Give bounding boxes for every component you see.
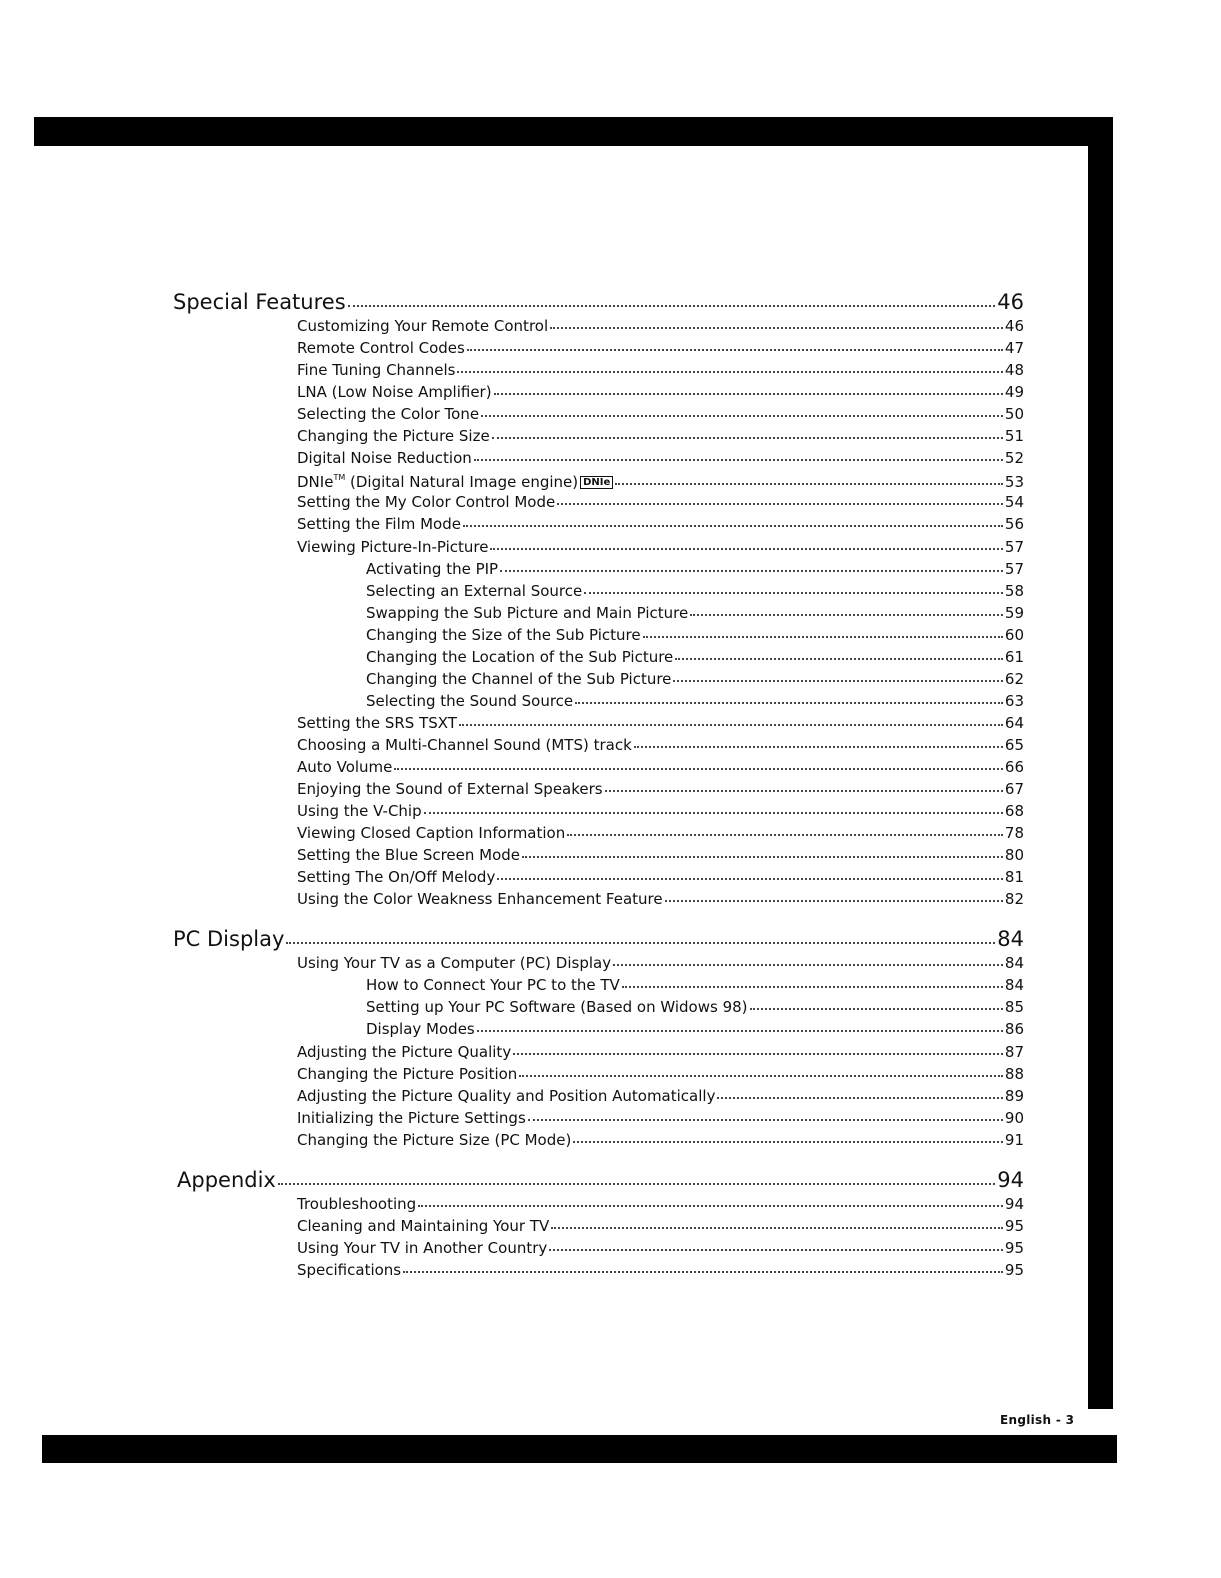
toc-page-number: 65 xyxy=(1004,735,1024,754)
toc-entry[interactable] xyxy=(297,777,1024,799)
toc-page-number: 46 xyxy=(1004,317,1024,335)
toc-label: Using the V-Chip xyxy=(297,802,422,821)
toc-entry[interactable] xyxy=(297,733,1024,755)
dot-leader xyxy=(550,312,1003,329)
dot-leader xyxy=(634,731,1003,748)
dot-leader xyxy=(278,1162,995,1185)
toc-label: Cleaning and Maintaining Your TV xyxy=(297,1216,550,1235)
toc-page-number: 51 xyxy=(1004,427,1024,446)
toc-section[interactable] xyxy=(173,286,1024,315)
dot-leader xyxy=(500,555,1003,572)
toc-label: Viewing Closed Caption Information xyxy=(297,824,566,843)
trademark-mark: TM xyxy=(333,473,346,483)
toc-entry[interactable] xyxy=(297,843,1024,865)
dot-leader xyxy=(474,444,1003,461)
page-footer: English - 3 xyxy=(1000,1413,1075,1427)
toc-entry[interactable] xyxy=(297,1214,1024,1236)
toc-page-number: 84 xyxy=(1004,976,1024,995)
toc-section[interactable] xyxy=(173,923,1024,952)
toc-label: Using Your TV in Another Country xyxy=(297,1238,548,1257)
dot-leader xyxy=(286,921,995,944)
toc-label: How to Connect Your PC to the TV xyxy=(366,976,620,995)
toc-entry[interactable] xyxy=(297,865,1024,887)
toc-entry[interactable] xyxy=(297,512,1024,534)
toc-page-number: 89 xyxy=(1004,1086,1024,1105)
toc-label: Enjoying the Sound of External Speakers xyxy=(297,780,603,799)
toc-entry[interactable] xyxy=(366,557,1024,579)
dot-leader xyxy=(717,1082,1002,1099)
dot-leader xyxy=(490,533,1002,550)
toc-label: Setting the My Color Control Mode xyxy=(297,493,556,512)
toc-page-number: 64 xyxy=(1004,713,1024,732)
toc-label: Changing the Picture Position xyxy=(297,1064,518,1083)
toc-page-number: 58 xyxy=(1004,581,1024,600)
toc-page-number: 94 xyxy=(997,1167,1024,1192)
toc-entry[interactable] xyxy=(297,1128,1024,1150)
toc-label: Setting The On/Off Melody xyxy=(297,868,496,887)
toc-label: Special Features xyxy=(173,290,346,314)
toc-label: Adjusting the Picture Quality and Position Automatically xyxy=(297,1086,716,1105)
dot-leader xyxy=(575,687,1003,704)
toc-label: Changing the Location of the Sub Picture xyxy=(366,647,674,666)
dot-leader xyxy=(497,863,1003,880)
dnie-logo-badge: DNIe xyxy=(580,476,613,489)
toc-page-number: 85 xyxy=(1004,998,1024,1017)
dot-leader xyxy=(457,356,1002,373)
toc-entry[interactable] xyxy=(366,689,1024,711)
toc-label: Specifications xyxy=(297,1260,402,1279)
toc-label: DNIe™ (Digital Natural Image engine) DNIe xyxy=(297,468,613,492)
toc-entry[interactable] xyxy=(297,1106,1024,1128)
toc-label: Using Your TV as a Computer (PC) Display xyxy=(297,954,612,973)
toc-label: Swapping the Sub Picture and Main Picture xyxy=(366,603,689,622)
toc-page-number: 47 xyxy=(1004,339,1024,358)
toc-label: Viewing Picture-In-Picture xyxy=(297,537,489,556)
toc-section[interactable] xyxy=(177,1164,1024,1193)
toc-label: Customizing Your Remote Control xyxy=(297,317,549,335)
dot-leader xyxy=(348,284,996,307)
toc-entry[interactable] xyxy=(366,973,1024,995)
dot-leader xyxy=(424,797,1003,814)
toc-page-number: 90 xyxy=(1004,1108,1024,1127)
dot-leader xyxy=(690,599,1003,616)
toc-page-number: 67 xyxy=(1004,780,1024,799)
dot-leader xyxy=(643,621,1003,638)
dot-leader xyxy=(750,993,1003,1010)
toc-page-number: 81 xyxy=(1004,868,1024,887)
toc-page-number: 95 xyxy=(1004,1260,1024,1279)
toc-label: Changing the Picture Size xyxy=(297,427,490,446)
toc-entry[interactable] xyxy=(297,1084,1024,1106)
toc-label: Changing the Size of the Sub Picture xyxy=(366,625,641,644)
dot-leader xyxy=(573,1126,1003,1143)
toc-label: Setting up Your PC Software (Based on Widows 98) xyxy=(366,998,748,1017)
toc-entry[interactable] xyxy=(297,1062,1024,1084)
toc-label: PC Display xyxy=(173,927,285,952)
dot-leader xyxy=(467,334,1003,351)
toc-entry[interactable] xyxy=(297,358,1024,380)
toc-page-number: 56 xyxy=(1004,515,1024,534)
toc-label: Initializing the Picture Settings xyxy=(297,1108,526,1127)
dot-leader xyxy=(494,378,1003,395)
toc-page-number: 54 xyxy=(1004,493,1024,512)
toc-page-number: 94 xyxy=(1004,1194,1024,1213)
toc-page-number: 57 xyxy=(1004,537,1024,556)
toc-page-number: 95 xyxy=(1004,1238,1024,1257)
toc-entry[interactable] xyxy=(297,424,1024,446)
toc-entry[interactable] xyxy=(297,1258,1024,1280)
toc-entry[interactable] xyxy=(366,601,1024,623)
toc-label: Selecting the Color Tone xyxy=(297,405,480,424)
toc-label: Setting the SRS TSXT xyxy=(297,713,457,732)
dot-leader xyxy=(615,468,1003,485)
dot-leader xyxy=(557,488,1003,505)
toc-entry[interactable] xyxy=(366,645,1024,667)
toc-entry[interactable] xyxy=(297,402,1024,424)
dot-leader xyxy=(477,1015,1003,1032)
toc-page-number: 46 xyxy=(997,290,1024,314)
toc-label: Digital Noise Reduction xyxy=(297,449,472,468)
dot-leader xyxy=(459,709,1003,726)
bottom-black-bar xyxy=(42,1435,1117,1463)
toc-page-number: 80 xyxy=(1004,846,1024,865)
dot-leader xyxy=(605,775,1003,792)
toc-entry[interactable] xyxy=(366,995,1024,1017)
dot-leader xyxy=(622,971,1003,988)
dot-leader xyxy=(675,643,1003,660)
toc-label: Fine Tuning Channels xyxy=(297,361,456,380)
dot-leader xyxy=(549,1234,1003,1251)
dot-leader xyxy=(673,665,1002,682)
dot-leader xyxy=(481,400,1003,417)
toc-page-number: 63 xyxy=(1004,691,1024,710)
toc-label: Troubleshooting xyxy=(297,1194,417,1213)
toc-label: Activating the PIP xyxy=(366,559,499,578)
toc-entry[interactable] xyxy=(297,755,1024,777)
toc-page-number: 86 xyxy=(1004,1020,1024,1039)
toc-page-number: 95 xyxy=(1004,1216,1024,1235)
dot-leader xyxy=(528,1104,1003,1121)
toc-entry[interactable] xyxy=(297,336,1024,358)
toc-page-number: 91 xyxy=(1004,1130,1024,1149)
toc-label: Setting the Blue Screen Mode xyxy=(297,846,521,865)
dot-leader xyxy=(403,1256,1003,1273)
toc-label: Appendix xyxy=(177,1167,276,1192)
toc-label: Selecting the Sound Source xyxy=(366,691,574,710)
toc-entry[interactable] xyxy=(297,314,1024,336)
toc-entry[interactable] xyxy=(366,579,1024,601)
toc-page-number: 61 xyxy=(1004,647,1024,666)
toc-entry[interactable] xyxy=(297,951,1024,973)
toc-entry[interactable] xyxy=(297,1236,1024,1258)
dot-leader xyxy=(551,1212,1003,1229)
toc-page-number: 88 xyxy=(1004,1064,1024,1083)
dot-leader xyxy=(394,753,1003,770)
toc-page-number: 68 xyxy=(1004,802,1024,821)
dot-leader xyxy=(519,1060,1003,1077)
toc-page-number: 52 xyxy=(1004,449,1024,468)
toc-page-number: 78 xyxy=(1004,824,1024,843)
toc-page-number: 59 xyxy=(1004,603,1024,622)
toc-page-number: 66 xyxy=(1004,758,1024,776)
toc-entry[interactable] xyxy=(366,623,1024,645)
dot-leader xyxy=(613,949,1003,966)
dot-leader xyxy=(567,819,1003,836)
toc-entry[interactable] xyxy=(297,821,1024,843)
dot-leader xyxy=(584,577,1003,594)
top-black-bar xyxy=(34,117,1113,146)
dot-leader xyxy=(463,510,1003,527)
toc-label: Using the Color Weakness Enhancement Feature xyxy=(297,890,663,909)
toc-label: Changing the Channel of the Sub Picture xyxy=(366,669,672,688)
toc-page-number: 57 xyxy=(1004,559,1024,578)
toc-page-number: 84 xyxy=(997,927,1024,952)
toc-page-number: 50 xyxy=(1004,405,1024,424)
toc-entry[interactable] xyxy=(297,1192,1024,1214)
dot-leader xyxy=(665,885,1003,902)
toc-entry[interactable] xyxy=(366,667,1024,689)
toc-page-number: 48 xyxy=(1004,361,1024,380)
dot-leader xyxy=(492,422,1003,439)
toc-label: Remote Control Codes xyxy=(297,339,465,358)
toc-entry[interactable] xyxy=(297,887,1024,909)
toc-label: Auto Volume xyxy=(297,758,393,776)
toc-page-number: 84 xyxy=(1004,954,1024,973)
dot-leader xyxy=(513,1038,1003,1055)
toc-page-number: 62 xyxy=(1004,669,1024,688)
toc-page-number: 49 xyxy=(1004,383,1024,402)
toc-label: LNA (Low Noise Amplifier) xyxy=(297,383,492,402)
right-black-bar xyxy=(1088,117,1113,1409)
toc-entry[interactable] xyxy=(297,799,1024,821)
toc-entry[interactable] xyxy=(297,490,1024,512)
toc-label: Setting the Film Mode xyxy=(297,515,461,534)
toc-label: Display Modes xyxy=(366,1020,475,1039)
toc-label: Changing the Picture Size (PC Mode) xyxy=(297,1130,572,1149)
toc-page-number: 87 xyxy=(1004,1042,1024,1061)
toc-entry[interactable] xyxy=(297,1040,1024,1062)
toc-label: Adjusting the Picture Quality xyxy=(297,1042,512,1061)
dot-leader xyxy=(522,841,1003,858)
toc-entry[interactable] xyxy=(366,1017,1024,1039)
toc-entry[interactable] xyxy=(297,380,1024,402)
toc-page-number: 82 xyxy=(1004,890,1024,909)
toc-page-number: 60 xyxy=(1004,625,1024,644)
toc-entry[interactable] xyxy=(297,711,1024,733)
toc-entry[interactable] xyxy=(297,446,1024,468)
toc-page-number: 53 xyxy=(1004,473,1024,492)
toc-entry[interactable] xyxy=(297,535,1024,557)
dot-leader xyxy=(418,1190,1003,1207)
toc-label: Selecting an External Source xyxy=(366,581,583,600)
toc-label: Choosing a Multi-Channel Sound (MTS) track xyxy=(297,735,632,754)
